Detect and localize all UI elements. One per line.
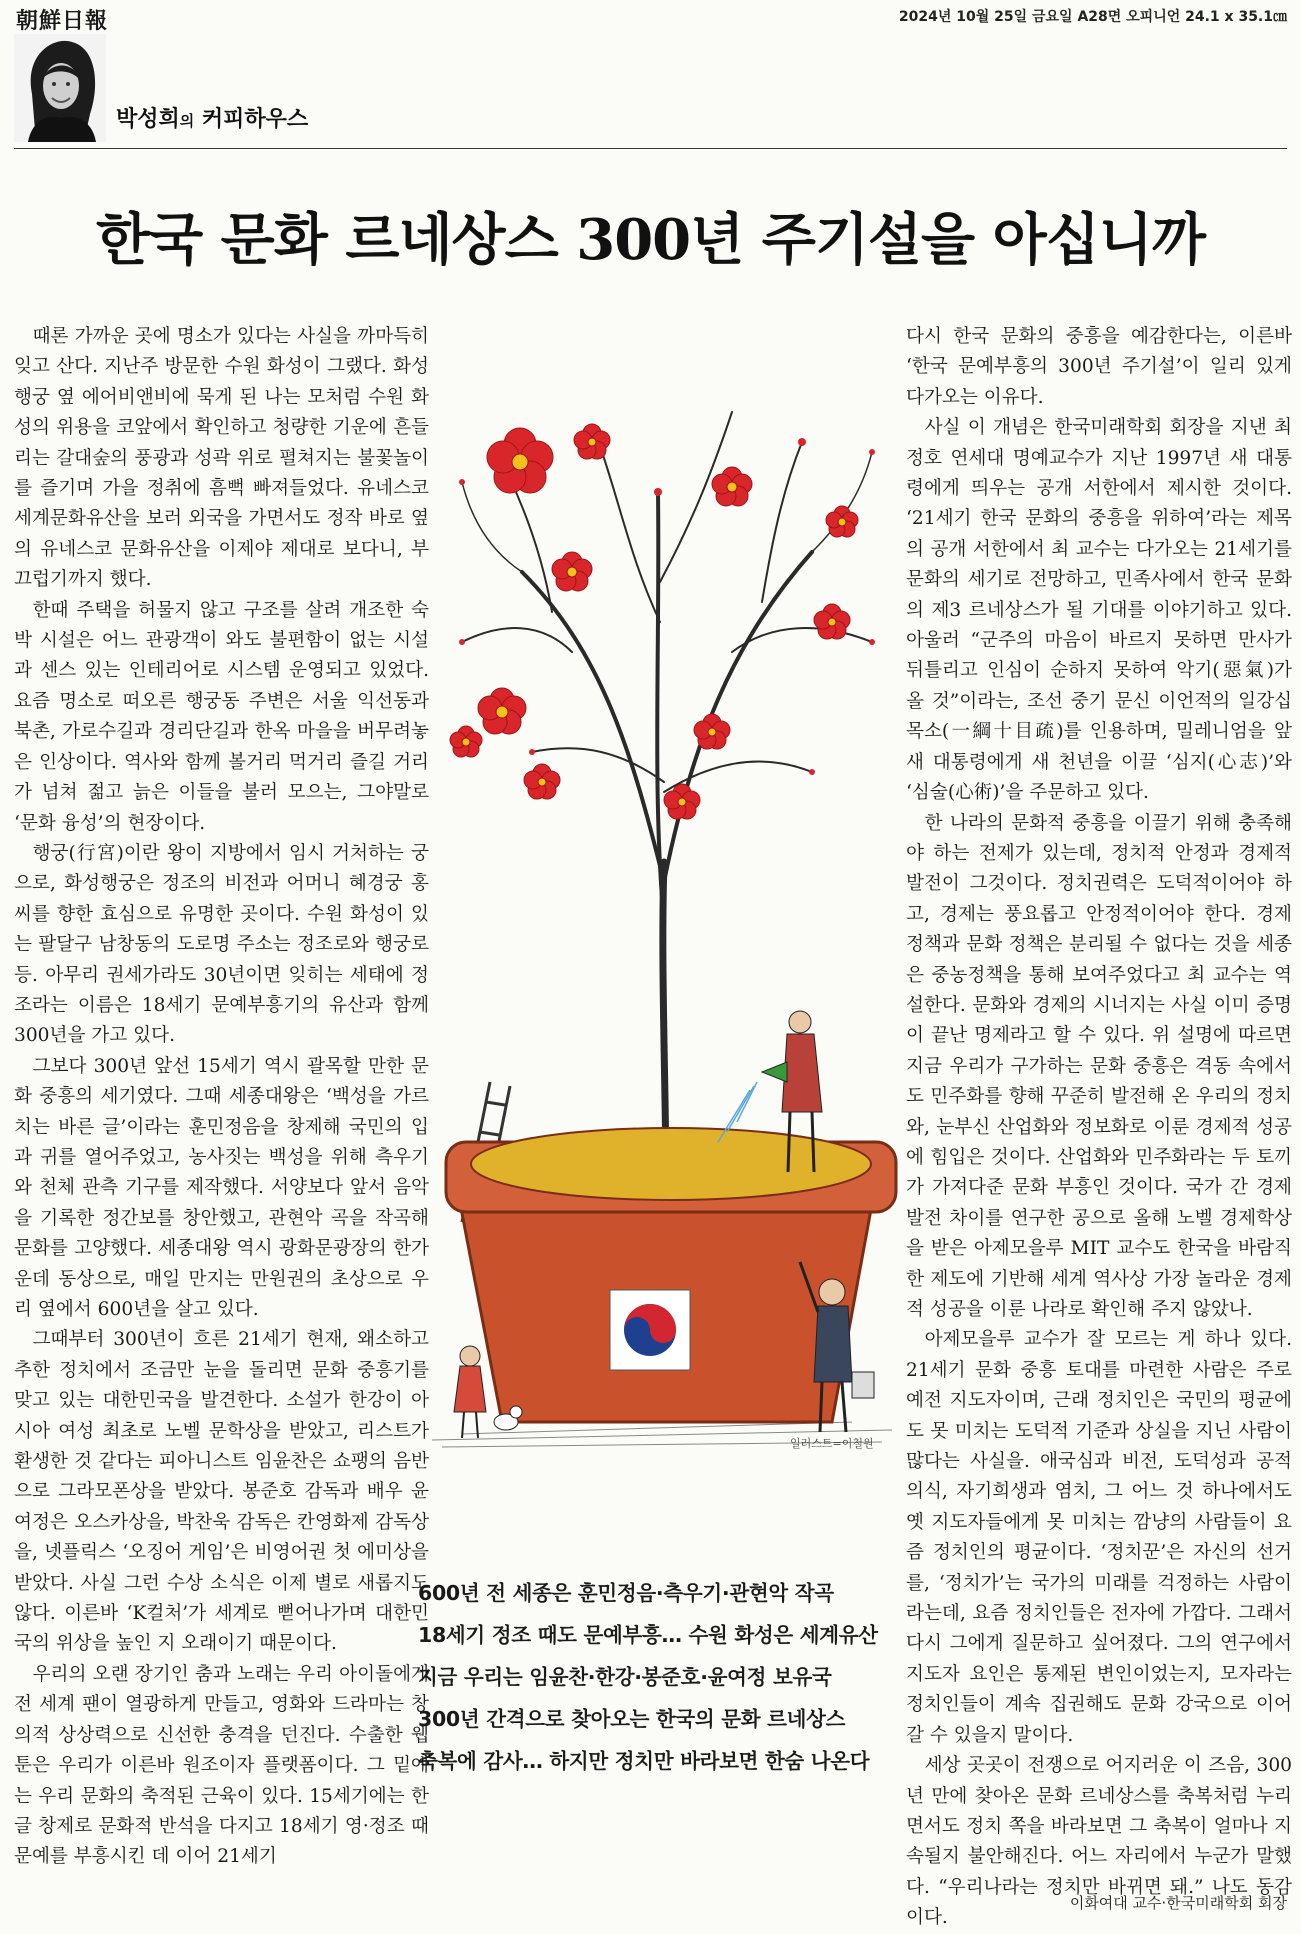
- column-connector: 의: [179, 112, 195, 130]
- subheadline: 600년 전 세종은 훈민정음·측우기·관현악 작곡: [418, 1581, 834, 1605]
- paragraph: 때론 가까운 곳에 명소가 있다는 사실을 까마득히 잊고 산다. 지난주 방문한 수원 화성이 그랬다. 화성행궁 옆 에어비앤비에 묵게 된 나는 모처럼 수원 화성의 위용을 코앞에서 확인하고 청량한 기운에 흔들리는 갈대숲의 풍광과 성곽 위로 펼쳐지는 불꽃놀이를 즐기며 가을 정취에 흠뻑 빠져들었다. 유네스코 세계문화유산을 보러 외국을 가면서도 정작 바로 옆의 유네스코 문화유산을 이제야 제대로 보다니, 부끄럽기까지 했다.: [14, 326, 429, 591]
- paragraph: 세상 곳곳이 전쟁으로 어지러운 이 즈음, 300년 만에 찾아온 문화 르네상스를 축복처럼 누리면서도 정치 쪽을 바라보면 그 축복이 얼마나 지속될지 불안해진다. 어느 자리에서 누군가 말했다. “우리나라는 정치만 바뀌면 돼.” 나도 동감이다.: [906, 1755, 1292, 1929]
- tree-pot-illustration: [432, 322, 902, 1552]
- headline: 한국 문화 르네상스 300년 주기설을 아십니까: [95, 207, 1205, 273]
- illustration-credit: 일러스트=이철원: [790, 1437, 874, 1450]
- article-column-right: [906, 322, 1292, 1934]
- paragraph: 다시 한국 문화의 중흥을 예감한다는, 이른바 ‘한국 문예부흥의 300년 주기설’이 일리 있게 다가오는 이유다.: [906, 326, 1292, 408]
- subheadline: 지금 우리는 임윤찬·한강·봉준호·윤여정 보유국: [418, 1665, 832, 1689]
- paragraph: 그때부터 300년이 흐른 21세기 현재, 왜소하고 추한 정치에서 조금만 눈을 돌리면 문화 중흥기를 맞고 있는 대한민국을 발견한다. 소설가 한강이 아시아 여성 최초로 노벨 문학상을 받았고, 리스트가 환생한 것 같다는 피아니스트 임윤찬은 쇼팽의 음반으로 그라모폰상을 받았다. 봉준호 감독과 배우 윤여정은 오스카상을, 박찬욱 감독은 칸영화제 감독상을, 넷플릭스 ‘오징어 게임’은 비영어권 첫 에미상을 받았다. 사실 그런 수상 소식은 이제 별로 새롭지도 않다. 이른바 ‘K컬처’가 세계로 뻗어나가며 대한민국의 위상을 높인 지 오래이기 때문이다.: [14, 1329, 429, 1655]
- author-byline: 이화여대 교수·한국미래학회 회장: [1069, 1894, 1287, 1912]
- article-column-left: [14, 322, 429, 1873]
- paragraph: 한때 주택을 허물지 않고 구조를 살려 개조한 숙박 시설은 어느 관광객이 와도 불편함이 없는 시설과 센스 있는 인테리어로 시스템 운영되고 있었다. 요즘 명소로 떠오른 행궁동 주변은 서울 익선동과 북촌, 가로수길과 경리단길과 한옥 마을을 버무려놓은 인상이다. 역사와 함께 볼거리 먹거리 즐길 거리가 넘쳐 젊고 늙은 이들을 불러 모으는, 그야말로 ‘문화 융성’의 현장이다.: [14, 599, 429, 834]
- subheadline: 300년 간격으로 찾아오는 한국의 문화 르네상스: [418, 1707, 846, 1731]
- masthead: 朝鮮日報: [16, 8, 109, 34]
- author-portrait-icon: [14, 34, 106, 142]
- subheadline: 축복에 감사… 하지만 정치만 바라보면 한숨 나온다: [418, 1749, 870, 1773]
- author-photo: [14, 34, 106, 142]
- illustration: [432, 322, 902, 1552]
- column-author: 박성희: [116, 107, 180, 132]
- column-title: [116, 102, 308, 133]
- paragraph: 행궁(行宮)이란 왕이 지방에서 임시 거처하는 궁으로, 화성행궁은 정조의 비전과 어머니 혜경궁 홍씨를 향한 효심으로 유명한 곳이다. 수원 화성이 있는 팔달구 남창동의 도로명 주소는 정조로와 행궁로 등. 아무리 권세가라도 30년이면 잊히는 세태에 정조라는 이름은 18세기 문예부흥기의 유산과 함께 300년을 가고 있다.: [14, 842, 429, 1047]
- paragraph: 아제모을루 교수가 잘 모르는 게 하나 있다. 21세기 문화 중흥 토대를 마련한 사람은 주로 예전 지도자이며, 근래 정치인은 국민의 평균에도 못 미치는 도덕적 기준과 상실을 지닌 사람이 많다는 사실을. 애국심과 비전, 도덕성과 공적 의식, 자기희생과 염치, 그 어느 것 하나에서도 옛 지도자들에게 못 미치는 깜냥의 사람들이 요즘 정치인의 평균이다. ‘정치꾼’은 자신의 선거를, ‘정치가’는 국가의 미래를 걱정하는 사람이라는데, 요즘 정치인들은 전자에 가깝다. 그래서 다시 그에게 질문하고 싶어졌다. 그의 연구에서 지도자 요인은 통제된 변인이었는지, 모자라는 정치인들이 계속 집권해도 문화 강국으로 이어갈 수 있을지 말이다.: [906, 1329, 1292, 1746]
- paragraph: 한 나라의 문화적 중흥을 이끌기 위해 충족해야 하는 전제가 있는데, 정치적 안정과 경제적 발전이 그것이다. 정치권력은 도덕적이어야 하고, 경제는 풍요롭고 안정적이어야 한다. 경제 정책과 문화 정책은 분리될 수 없다는 것을 세종은 중농정책을 통해 보여주었다고 최 교수는 역설한다. 문화와 경제의 시너지는 사실 이미 증명이 끝난 명제라고 할 수 있다. 위 설명에 따르면 지금 우리가 구가하는 문화 중흥은 격동 속에서도 민주화를 향해 꾸준히 발전해 온 우리의 정치와, 눈부신 산업화와 정보화로 이룬 경제적 성공에 힘입은 것이다. 산업화와 민주화라는 두 토끼가 가져다준 문화 부흥인 것이다. 국가 간 경제 발전 차이를 연구한 공으로 올해 노벨 경제학상을 받은 아제모을루 MIT 교수도 한국을 바람직한 제도에 기반해 세계 역사상 가장 놀라운 경제적 성공을 이룬 나라로 확인해 주지 않았나.: [906, 812, 1292, 1320]
- paragraph: 우리의 오랜 장기인 춤과 노래는 우리 아이돌에게 전 세계 팬이 열광하게 만들고, 영화와 드라마는 창의적 상상력으로 신선한 충격을 던진다. 수출한 웹툰은 우리가 이른바 원조이자 플랫폼이다. 그 밑에는 우리 문화의 축적된 근육이 있다. 15세기에는 한글 창제로 문화적 반석을 다지고 18세기 영·정조 때 문예를 부흥시킨 데 이어 21세기: [14, 1663, 429, 1868]
- subheadlines: [418, 1572, 896, 1782]
- dateline: 2024년 10월 25일 금요일 A28면 오피니언 24.1 x 35.1㎝: [898, 9, 1287, 25]
- header-rule: [14, 148, 1287, 149]
- column-name: 커피하우스: [194, 107, 309, 132]
- subheadline: 18세기 정조 때도 문예부흥… 수원 화성은 세계유산: [418, 1623, 878, 1647]
- paragraph: 그보다 300년 앞선 15세기 역시 괄목할 만한 문화 중흥의 세기였다. 그때 세종대왕은 ‘백성을 가르치는 바른 글’이라는 훈민정음을 창제해 국민의 입과 귀를 열어주었고, 농사짓는 백성을 위해 측우기와 천체 관측 기구를 제작했다. 서양보다 앞서 음악을 기록한 정간보를 창안했고, 관현악 곡을 작곡해 문화를 고양했다. 세종대왕 역시 광화문광장의 한가운데 동상으로, 매일 만지는 만원권의 초상으로 우리 옆에서 600년을 살고 있다.: [14, 1055, 429, 1320]
- paragraph: 사실 이 개념은 한국미래학회 회장을 지낸 최정호 연세대 명예교수가 지난 1997년 새 대통령에게 띄우는 공개 서한에서 제시한 것이다. ‘21세기 한국 문화의 중흥을 위하여’라는 제목의 공개 서한에서 최 교수는 다가오는 21세기를 문화의 세기로 전망하고, 민족사에서 한국 문화의 제3 르네상스가 될 기대를 이야기하고 있다. 아울러 “군주의 마음이 바르지 못하면 만사가 뒤틀리고 인심이 순하지 못하여 악기(惡氣)가 올 것”이라는, 조선 중기 문신 이언적의 일강십목소(一綱十目疏)를 인용하며, 밀레니엄을 앞 새 대통령에게 새 천년을 이끌 ‘심지(心志)’와 ‘심술(心術)’을 주문하고 있다.: [906, 417, 1292, 804]
